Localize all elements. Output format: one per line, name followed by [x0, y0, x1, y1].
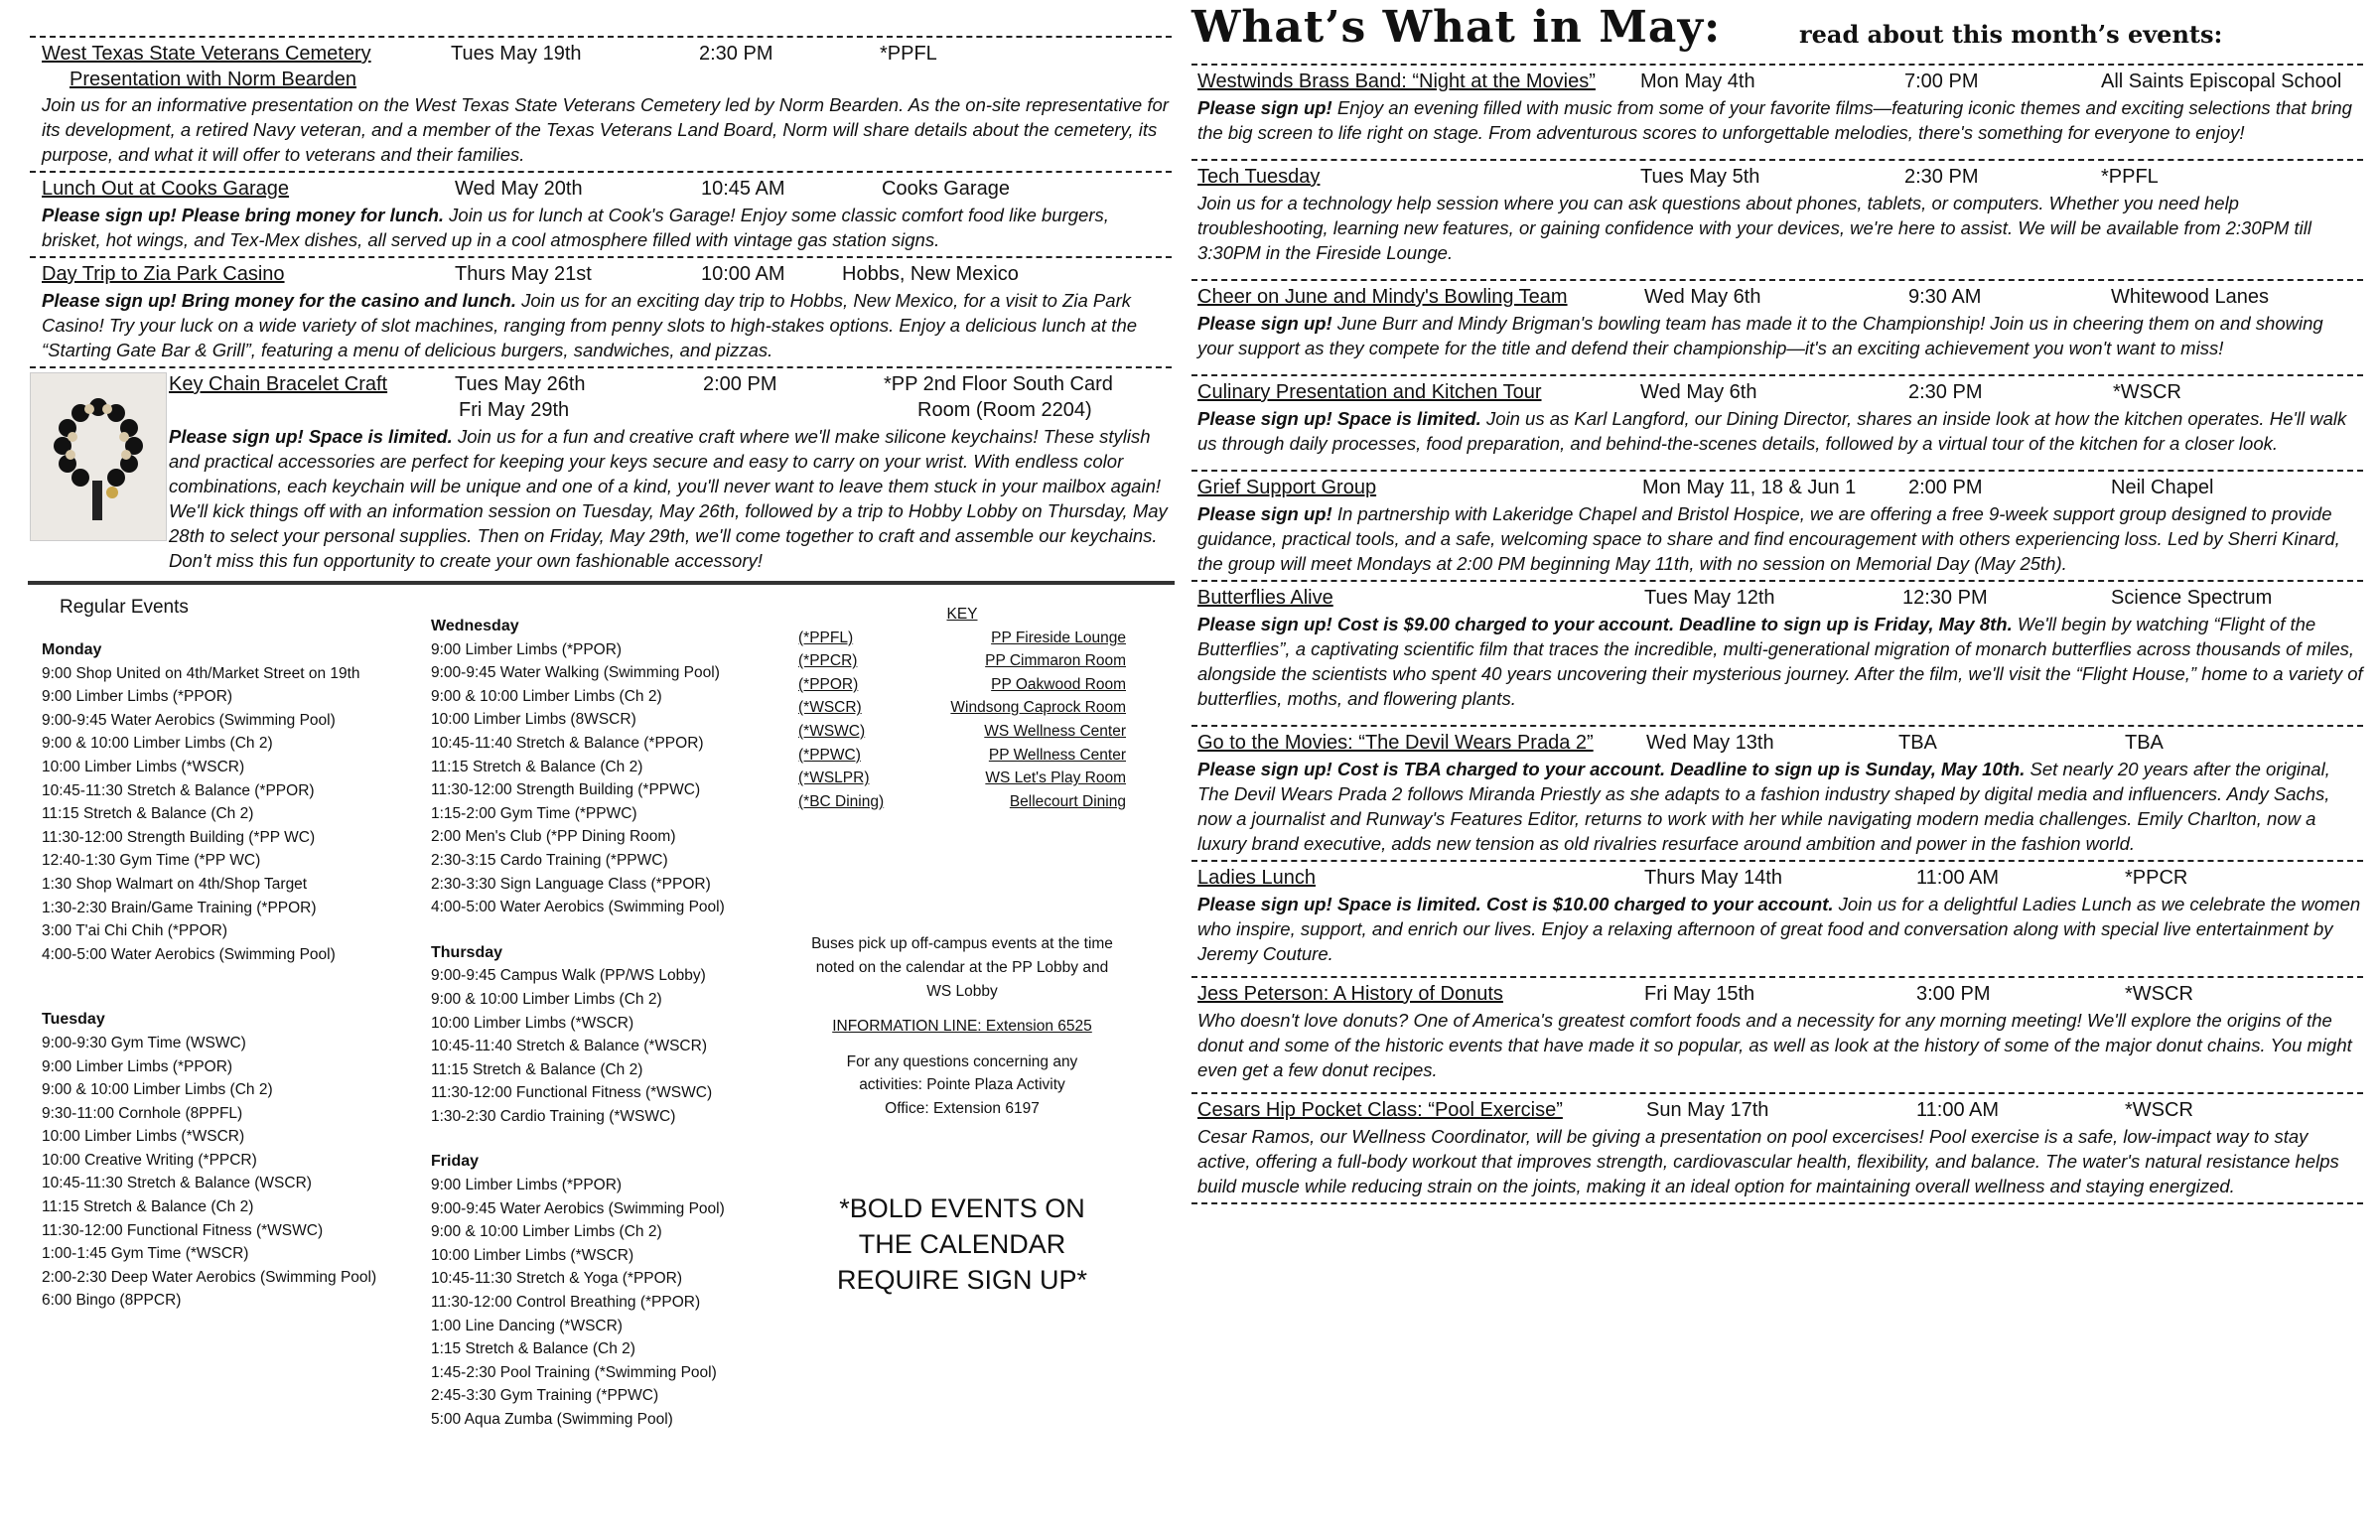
- event-title: Ladies Lunch: [1197, 867, 1316, 889]
- list-item: 1:00 Line Dancing (*WSCR): [431, 1317, 623, 1334]
- event-date: Sun May 17th: [1646, 1099, 1769, 1121]
- event-description: Please sign up! Cost is $9.00 charged to your account. Deadline to sign up is Friday, May 8th. We'll begin by watching “Flight of the Butterflies”, a captivating scientific film that traces the incredible, multi-generational migration of monarch butterflies across thousands of miles, alongside the scientists who spent 40 years uncovering their mysterious journey. After the film, we'll visit the “Flight House,” home to a variety of butterflies, moths, and flowering plants.: [1197, 614, 2363, 709]
- event-title: Tech Tuesday: [1197, 166, 1321, 188]
- event-time: 11:00 AM: [1916, 1099, 2000, 1121]
- day-heading: Thursday: [431, 943, 503, 961]
- bold-events-note: *BOLD EVENTS ON THE CALENDAR REQUIRE SIGN UP*: [836, 1192, 1088, 1295]
- event-westwinds-band: [1191, 70, 2363, 145]
- event-title: Day Trip to Zia Park Casino: [42, 263, 285, 285]
- divider: [30, 171, 1172, 173]
- event-location: Science Spectrum: [2111, 587, 2273, 609]
- list-item: 9:30-11:00 Cornhole (8PPFL): [42, 1104, 243, 1122]
- list-item: 2:00-2:30 Deep Water Aerobics (Swimming Pool): [42, 1268, 377, 1286]
- list-item: 11:30-12:00 Strength Building (*PP WC): [42, 828, 316, 846]
- event-description: Cesar Ramos, our Wellness Coordinator, will be giving a presentation on pool excercises! Pool exercise is a safe, low-impact way to stay active, offering a full-body workout that improves strength, cardiovascular health, flexibility, and balance. The water's natural resistance helps build muscle while reducing strain on the joints, making it an ideal option for maintaining overall wellness and staying energized.: [1197, 1126, 2339, 1196]
- event-devil-wears-prada: [1191, 731, 2363, 856]
- event-culinary-tour: [1191, 380, 2363, 456]
- event-location: *PPCR: [2125, 867, 2188, 889]
- event-title: Lunch Out at Cooks Garage: [42, 178, 290, 200]
- event-time: 10:00 AM: [701, 263, 785, 285]
- list-item: 10:45-11:30 Stretch & Balance (WSCR): [42, 1175, 312, 1192]
- event-location: Hobbs, New Mexico: [842, 263, 1019, 285]
- list-item: 1:15-2:00 Gym Time (*PPWC): [431, 804, 637, 822]
- event-description: Join us for an informative presentation on the West Texas State Veterans Cemetery led by Norm Bearden. As the on-site representative for its development, a retired Navy veteran, and a member of the Texas Veterans Land Board, Norm will share details about the cemetery, its purpose, and what it will offer to veterans and their families.: [42, 94, 1169, 165]
- list-item: 11:15 Stretch & Balance (Ch 2): [431, 758, 643, 775]
- list-item: 10:00 Limber Limbs (*WSCR): [42, 1128, 245, 1146]
- event-butterflies: [1191, 586, 2363, 711]
- list-item: 11:15 Stretch & Balance (Ch 2): [42, 805, 254, 823]
- event-date: Tues May 5th: [1640, 166, 1760, 188]
- event-description: Please sign up! Space is limited. Cost is $10.00 charged to your account. Join us for a delightful Ladies Lunch as we celebrate the women who inspire, support, and enrich our lives. Enjoy a relaxing afternoon of great food and conversation along with special live entertainment by Jeremy Couture.: [1197, 894, 2361, 964]
- event-date: Mon May 4th: [1640, 70, 1755, 92]
- event-date: Tues May 26th: [455, 373, 586, 395]
- list-item: 9:00-9:45 Water Walking (Swimming Pool): [431, 664, 720, 682]
- list-item: 1:30-2:30 Cardio Training (*WSWC): [431, 1107, 676, 1125]
- event-time: 2:30 PM: [1908, 381, 1983, 403]
- event-pool-exercise: [1191, 1098, 2363, 1198]
- event-description: Who doesn't love donuts? One of America's greatest comfort foods and a necessity for any morning meeting! We'll explore the origins of the donut and some of the historic events that have made it so popular, as well as look at the history of some of the major donut chains. You might even get a few donut recipes.: [1197, 1010, 2352, 1080]
- event-location: Neil Chapel: [2111, 477, 2214, 498]
- event-location: *PPFL: [880, 43, 937, 65]
- list-item: 9:00 Limber Limbs (*PPOR): [42, 1057, 233, 1075]
- list-item: 10:00 Limber Limbs (*WSCR): [431, 1246, 634, 1264]
- event-tech-tuesday: [1191, 165, 2363, 265]
- day-heading: Tuesday: [42, 1011, 105, 1029]
- list-item: 6:00 Bingo (8PPCR): [42, 1292, 182, 1310]
- event-location: *WSCR: [2113, 381, 2181, 403]
- list-item: 9:00 Limber Limbs (*PPOR): [431, 640, 623, 658]
- event-time: 2:30 PM: [699, 43, 773, 65]
- event-time: 2:00 PM: [703, 373, 777, 395]
- list-item: 11:15 Stretch & Balance (Ch 2): [431, 1060, 643, 1078]
- list-item: 9:00-9:45 Water Aerobics (Swimming Pool): [431, 1199, 725, 1217]
- divider: [1191, 374, 2363, 376]
- event-history-donuts: [1191, 982, 2363, 1082]
- event-title: Jess Peterson: A History of Donuts: [1197, 983, 1503, 1005]
- list-item: 9:00 Limber Limbs (*PPOR): [42, 688, 233, 706]
- event-title: Westwinds Brass Band: “Night at the Movies”: [1197, 70, 1596, 92]
- list-item: 9:00 & 10:00 Limber Limbs (Ch 2): [431, 687, 662, 705]
- list-item: 9:00-9:30 Gym Time (WSWC): [42, 1034, 246, 1051]
- list-item: 5:00 Aqua Zumba (Swimming Pool): [431, 1411, 673, 1428]
- event-date: Thurs May 21st: [455, 263, 592, 285]
- list-item: 12:40-1:30 Gym Time (*PP WC): [42, 852, 261, 870]
- event-description: Please sign up! Bring money for the casino and lunch. Join us for an exciting day trip to Hobbs, New Mexico, for a visit to Zia Park Casino! Try your luck on a wide variety of slot machines, ranging from penny slots to high-stakes options. Enjoy a delicious lunch at the “Starting Gate Bar & Grill”, featuring a menu of delicious burgers, sandwiches, and pizzas.: [42, 290, 1138, 360]
- event-date: Wed May 6th: [1640, 381, 1757, 403]
- event-location: *WSCR: [2125, 983, 2193, 1005]
- list-item: 10:00 Limber Limbs (*WSCR): [42, 758, 245, 775]
- list-item: 1:00-1:45 Gym Time (*WSCR): [42, 1245, 249, 1263]
- divider: [1191, 725, 2363, 727]
- key-row: (*WSLPR) WS Let's Play Room: [798, 770, 1126, 787]
- event-description: Join us for a technology help session where you can ask questions about phones, tablets, or computers. Whether you need help troubleshooting, learning new features, or gaining confidence with your devices, we're here to assist. We will be available from 2:30PM till 3:30PM in the Fireside Lounge.: [1197, 193, 2311, 263]
- list-item: 1:15 Stretch & Balance (Ch 2): [431, 1340, 635, 1358]
- event-ladies-lunch: [1191, 866, 2363, 966]
- list-item: 4:00-5:00 Water Aerobics (Swimming Pool): [42, 945, 336, 963]
- event-description: Please sign up! Space is limited. Join us as Karl Langford, our Dining Director, shares an inside look at how the kitchen operates. He'll walk us through daily processes, food preparation, and behind-the-scenes details, followed by a virtual tour of the kitchen for a closer look.: [1197, 408, 2347, 454]
- event-date: Wed May 13th: [1646, 732, 1774, 754]
- divider: [30, 36, 1172, 38]
- regular-col-2: [431, 609, 808, 1432]
- divider: [1191, 580, 2363, 582]
- event-location: *PP 2nd Floor South Card: [884, 373, 1113, 395]
- list-item: 2:30-3:15 Cardo Training (*PPWC): [431, 851, 668, 869]
- divider: [1191, 860, 2363, 862]
- event-title: Butterflies Alive: [1197, 587, 1333, 609]
- event-date: Tues May 12th: [1644, 587, 1775, 609]
- list-item: 9:00-9:45 Campus Walk (PP/WS Lobby): [431, 967, 706, 985]
- event-title: Go to the Movies: “The Devil Wears Prada 2”: [1197, 732, 1594, 754]
- list-item: 9:00 Shop United on 4th/Market Street on 19th: [42, 664, 360, 682]
- event-title: Culinary Presentation and Kitchen Tour: [1197, 381, 1542, 403]
- list-item: 10:45-11:30 Stretch & Yoga (*PPOR): [431, 1270, 683, 1288]
- event-subtitle: Presentation with Norm Bearden: [70, 69, 357, 90]
- divider: [1191, 159, 2363, 161]
- event-title: Key Chain Bracelet Craft: [169, 373, 388, 395]
- day-heading: Monday: [42, 641, 102, 658]
- list-item: 3:00 T'ai Chi Chih (*PPOR): [42, 922, 228, 940]
- event-description: Please sign up! Cost is TBA charged to your account. Deadline to sign up is Sunday, May 10th. Set nearly 20 years after the original, The Devil Wears Prada 2 follows Miranda Priestly as she adapts to a fashion industry shaped by digital media and influencers. Andy Sachs, now a journalist and Runway's Features Editor, returns to work with her while navigating modern media challenges. Emily Charlton, now a luxury brand executive, adds new tension as old rivalries resurface around ambition and power in the fashion world.: [1197, 759, 2330, 854]
- list-item: 11:30-12:00 Functional Fitness (*WSWC): [431, 1084, 713, 1102]
- list-item: 4:00-5:00 Water Aerobics (Swimming Pool): [431, 899, 725, 916]
- regular-col-1: [42, 632, 419, 1313]
- event-location: TBA: [2125, 732, 2164, 754]
- list-item: 10:45-11:30 Stretch & Balance (*PPOR): [42, 781, 315, 799]
- key-row: (*PPWC) PP Wellness Center: [798, 746, 1126, 764]
- list-item: 1:45-2:30 Pool Training (*Swimming Pool): [431, 1363, 717, 1381]
- event-title: West Texas State Veterans Cemetery: [42, 43, 371, 65]
- event-title: Cheer on June and Mindy's Bowling Team: [1197, 286, 1568, 308]
- info-line: INFORMATION LINE: Extension 6525: [832, 1018, 1092, 1036]
- event-bowling-team: [1191, 285, 2363, 360]
- list-item: 9:00 & 10:00 Limber Limbs (Ch 2): [42, 735, 273, 753]
- event-time: TBA: [1898, 732, 1937, 754]
- day-heading: Wednesday: [431, 618, 519, 634]
- list-item: 9:00 & 10:00 Limber Limbs (Ch 2): [431, 990, 662, 1008]
- event-description: Please sign up! In partnership with Lakeridge Chapel and Bristol Hospice, we are offering a free 9-week support group designed to provide guidance, practical tools, and a safe, welcoming space to share and find encouragement with others experiencing loss. Led by Sherri Kinard, the group will meet Mondays at 2:00 PM beginning May 11th, with no session on Memorial Day (May 25th).: [1197, 503, 2340, 574]
- event-location: All Saints Episcopal School: [2101, 70, 2342, 92]
- right-column: [1191, 0, 2363, 1208]
- day-heading: Friday: [431, 1153, 480, 1171]
- event-zia-casino: [30, 262, 1172, 362]
- list-item: 9:00 & 10:00 Limber Limbs (Ch 2): [42, 1081, 273, 1099]
- list-item: 2:45-3:30 Gym Training (*PPWC): [431, 1387, 659, 1405]
- regular-events-title: Regular Events: [60, 597, 189, 618]
- key-title: KEY: [946, 606, 978, 623]
- divider: [30, 256, 1172, 258]
- divider: [1191, 64, 2363, 66]
- event-time: 7:00 PM: [1904, 70, 1979, 92]
- divider: [1191, 1092, 2363, 1094]
- divider: [1191, 1202, 2363, 1204]
- divider: [1191, 976, 2363, 978]
- event-date: Mon May 11, 18 & Jun 1: [1642, 477, 1857, 498]
- list-item: 10:00 Limber Limbs (*WSCR): [431, 1014, 634, 1032]
- list-item: 2:30-3:30 Sign Language Class (*PPOR): [431, 875, 711, 893]
- list-item: 9:00 & 10:00 Limber Limbs (Ch 2): [431, 1223, 662, 1241]
- event-title: Grief Support Group: [1197, 477, 1377, 498]
- event-time: 12:30 PM: [1902, 587, 1988, 609]
- divider: [1191, 279, 2363, 281]
- event-description: Please sign up! Enjoy an evening filled with music from some of your favorite films—featuring iconic themes and exciting selections that bring the big screen to life right on stage. From adventurous scores to unforgettable melodies, there's something for everyone to enjoy!: [1197, 97, 2352, 143]
- event-location: Whitewood Lanes: [2111, 286, 2269, 308]
- list-item: 2:00 Men's Club (*PP Dining Room): [431, 828, 676, 846]
- event-grief-support: [1191, 476, 2363, 576]
- list-item: 10:45-11:40 Stretch & Balance (*PPOR): [431, 734, 704, 752]
- event-description: Please sign up! Please bring money for lunch. Join us for lunch at Cook's Garage! Enjoy some classic comfort food like burgers, brisket, hot wings, and Tex-Mex dishes, all served up in a cool atmosphere filled with vintage gas station signs.: [42, 205, 1109, 250]
- event-date-2: Fri May 29th: [459, 399, 570, 421]
- key-row: (*WSWC) WS Wellness Center: [798, 722, 1126, 740]
- event-description: Please sign up! Space is limited. Join us for a fun and creative craft where we'll make silicone keychains! These stylish and practical accessories are perfect for keeping your keys secure and easy to carry on your wrist. With endless color combinations, each keychain will be unique and one of a kind, you'll never want to leave them stuck in your mailbox again! We'll kick things off with an information session on Tuesday, May 26th, followed by a trip to Hobby Lobby on Thursday, May 28th to select your personal supplies. Then on Friday, May 29th, we'll come together to craft and assemble our keychains. Don't miss this fun opportunity to create your own fashionable accessory!: [169, 426, 1168, 571]
- left-column: [30, 0, 1172, 1486]
- page-subtitle: read about this month’s events:: [1799, 20, 2223, 49]
- list-item: 1:30 Shop Walmart on 4th/Shop Target: [42, 875, 308, 893]
- list-item: 9:00 Limber Limbs (*PPOR): [431, 1177, 623, 1194]
- event-time: 3:00 PM: [1916, 983, 1991, 1005]
- event-time: 2:00 PM: [1908, 477, 1983, 498]
- section-divider: [28, 581, 1175, 585]
- event-time: 2:30 PM: [1904, 166, 1979, 188]
- list-item: 1:30-2:30 Brain/Game Training (*PPOR): [42, 899, 317, 916]
- event-title: Cesars Hip Pocket Class: “Pool Exercise”: [1197, 1099, 1563, 1121]
- page-title: What’s What in May:: [1191, 2, 1722, 53]
- questions-note: For any questions concerning any activities: Pointe Plaza Activity Office: Extension 6197: [846, 1052, 1078, 1117]
- bracelet-photo: [30, 372, 167, 541]
- event-date: Thurs May 14th: [1644, 867, 1782, 889]
- key-row: (*WSCR) Windsong Caprock Room: [798, 699, 1126, 717]
- key-legend: [798, 603, 1126, 1298]
- list-item: 11:30-12:00 Strength Building (*PPWC): [431, 781, 701, 799]
- key-row: (*PPOR) PP Oakwood Room: [798, 675, 1126, 693]
- divider: [1191, 470, 2363, 472]
- event-keychain-craft: [30, 372, 1172, 573]
- event-lunch-cooks: [30, 177, 1172, 252]
- event-time: 11:00 AM: [1916, 867, 2000, 889]
- event-date: Wed May 20th: [455, 178, 583, 200]
- list-item: 10:00 Creative Writing (*PPCR): [42, 1151, 257, 1169]
- event-description: Please sign up! June Burr and Mindy Brigman's bowling team has made it to the Championship! Join us in cheering them on and showing your support as they compete for the title and defend their championship—it's an exciting achievement you won't want to miss!: [1197, 313, 2323, 358]
- list-item: 10:00 Limber Limbs (8WSCR): [431, 711, 636, 729]
- event-location: *PPFL: [2101, 166, 2159, 188]
- event-time: 9:30 AM: [1908, 286, 1982, 308]
- event-date: Tues May 19th: [451, 43, 582, 65]
- key-row: (*BC Dining) Bellecourt Dining: [798, 792, 1126, 810]
- event-date: Wed May 6th: [1644, 286, 1761, 308]
- key-row: (*PPCR) PP Cimmaron Room: [798, 652, 1126, 670]
- event-location: *WSCR: [2125, 1099, 2193, 1121]
- list-item: 11:15 Stretch & Balance (Ch 2): [42, 1198, 254, 1216]
- divider: [30, 366, 1172, 368]
- event-time: 10:45 AM: [701, 178, 785, 200]
- bus-note: Buses pick up off-campus events at the time noted on the calendar at the PP Lobby and WS Lobby: [811, 935, 1113, 1000]
- list-item: 10:45-11:40 Stretch & Balance (*WSCR): [431, 1038, 707, 1055]
- list-item: 11:30-12:00 Functional Fitness (*WSWC): [42, 1221, 324, 1239]
- key-row: (*PPFL) PP Fireside Lounge: [798, 629, 1126, 646]
- list-item: 9:00-9:45 Water Aerobics (Swimming Pool): [42, 711, 336, 729]
- regular-events-section: [30, 593, 1172, 1486]
- event-location: Cooks Garage: [882, 178, 1010, 200]
- event-veterans-cemetery: [30, 42, 1172, 167]
- event-date: Fri May 15th: [1644, 983, 1755, 1005]
- event-location-2: Room (Room 2204): [917, 399, 1092, 421]
- list-item: 11:30-12:00 Control Breathing (*PPOR): [431, 1294, 701, 1312]
